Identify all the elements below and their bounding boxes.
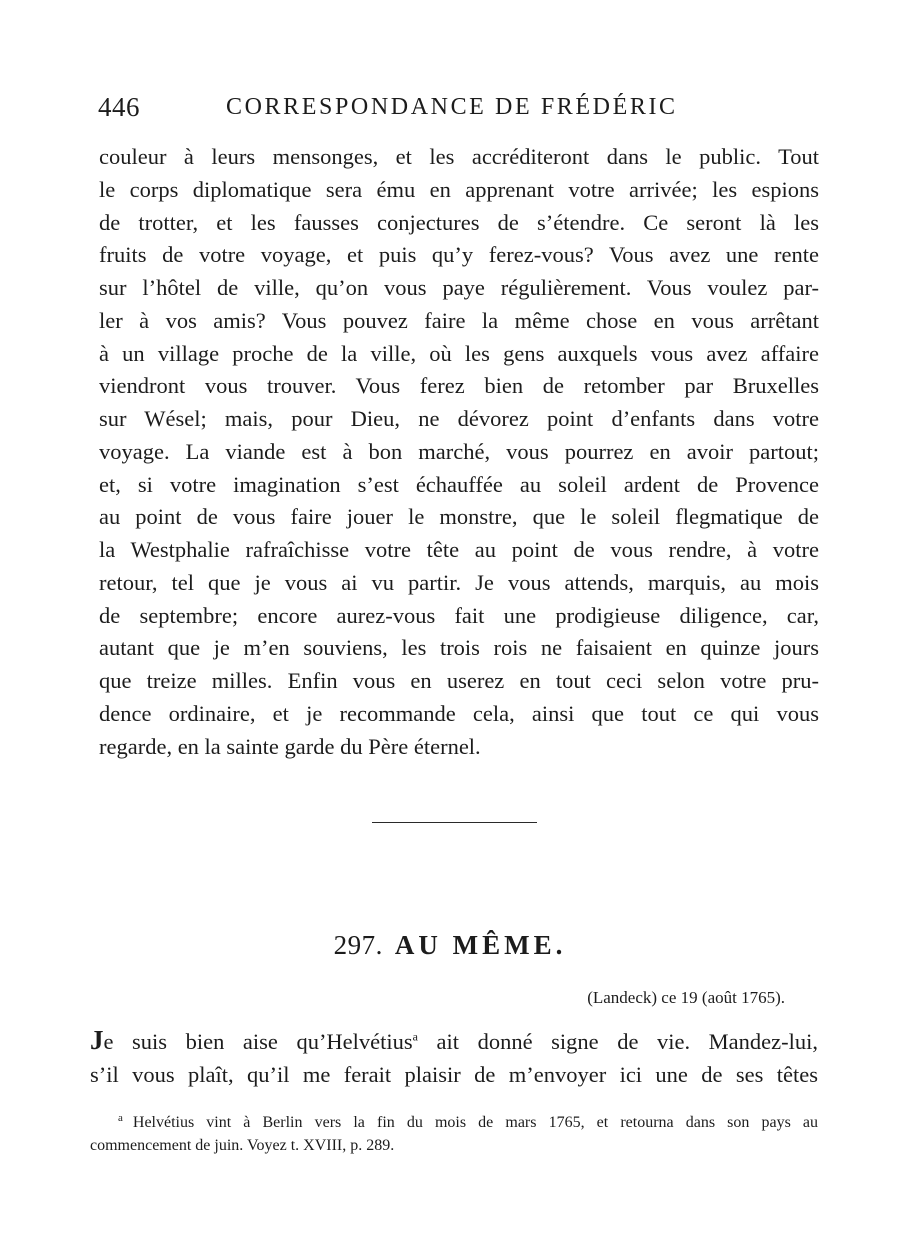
body-line: le corps diplomatique sera ému en apprenant votre arrivée; les espions bbox=[99, 176, 819, 202]
letter-dateline: (Landeck) ce 19 (août 1765). bbox=[587, 988, 785, 1007]
body-line: fruits de votre voyage, et puis qu’y ferez-vous? Vous avez une rente bbox=[99, 242, 819, 268]
letter-text-segment: e suis bien aise qu’Helvétius bbox=[103, 1029, 413, 1054]
running-title: CORRESPONDANCE DE FRÉDÉRIC bbox=[226, 94, 678, 120]
body-line: dence ordinaire, et je recommande cela, ainsi que tout ce qui vous bbox=[99, 700, 819, 726]
footnote-line: commencement de juin. Voyez t. XVIII, p. 289. bbox=[90, 1137, 395, 1154]
footnote-reference: a bbox=[412, 1029, 418, 1044]
running-head bbox=[98, 92, 818, 128]
drop-cap: J bbox=[90, 1025, 104, 1055]
body-line: que treize milles. Enfin vous en userez en tout ceci selon votre pru- bbox=[99, 668, 819, 693]
body-line: de trotter, et les fausses conjectures de s’étendre. Ce seront là les bbox=[99, 209, 819, 235]
body-line: ler à vos amis? Vous pouvez faire la même chose en vous arrêtant bbox=[99, 307, 819, 333]
body-line: et, si votre imagination s’est échauffée au soleil ardent de Provence bbox=[99, 471, 819, 497]
letter-title: AU MÊME. bbox=[394, 930, 567, 960]
body-line: viendront vous trouver. Vous ferez bien de retomber par Bruxelles bbox=[99, 373, 819, 399]
letter-text-segment: ait donné signe de vie. Mandez-lui, bbox=[418, 1029, 818, 1054]
body-line: à un village proche de la ville, où les gens auxquels vous avez affaire bbox=[99, 340, 819, 366]
footnote-text: Helvétius vint à Berlin vers la fin du mois de mars 1765, et retourna dans son pays au bbox=[132, 1114, 818, 1131]
body-line: sur Wésel; mais, pour Dieu, ne dévorez point d’enfants dans votre bbox=[99, 406, 819, 431]
footnote-mark: a bbox=[118, 1111, 123, 1124]
main-body-text bbox=[99, 141, 819, 763]
body-line: de septembre; encore aurez-vous fait une prodigieuse diligence, car, bbox=[99, 602, 819, 628]
body-line: sur l’hôtel de ville, qu’on vous paye régulièrement. Vous voulez par- bbox=[99, 275, 819, 300]
body-line: la Westphalie rafraîchisse votre tête au point de vous rendre, à votre bbox=[99, 537, 819, 562]
body-line: regarde, en la sainte garde du Père éternel. bbox=[99, 733, 481, 759]
body-line: retour, tel que je vous ai vu partir. Je vous attends, marquis, au mois bbox=[99, 569, 819, 595]
body-line: autant que je m’en souviens, les trois rois ne faisaient en quinze jours bbox=[99, 635, 819, 661]
letter-number: 297. bbox=[333, 930, 383, 960]
body-line: au point de vous faire jouer le monstre, que le soleil flegmatique de bbox=[99, 504, 819, 530]
letter-body-text bbox=[90, 1024, 818, 1092]
footnote bbox=[90, 1111, 818, 1157]
body-line: voyage. La viande est à bon marché, vous pourrez en avoir partout; bbox=[99, 438, 819, 464]
footnote-line bbox=[90, 1111, 818, 1134]
letter-line bbox=[90, 1024, 818, 1059]
page-number: 446 bbox=[98, 92, 140, 122]
letter-line: s’il vous plaît, qu’il me ferait plaisir de m’envoyer ici une de ses têtes bbox=[90, 1061, 818, 1087]
body-line: couleur à leurs mensonges, et les accréditeront dans le public. Tout bbox=[99, 144, 819, 169]
section-divider bbox=[372, 822, 537, 823]
letter-heading bbox=[0, 930, 900, 961]
